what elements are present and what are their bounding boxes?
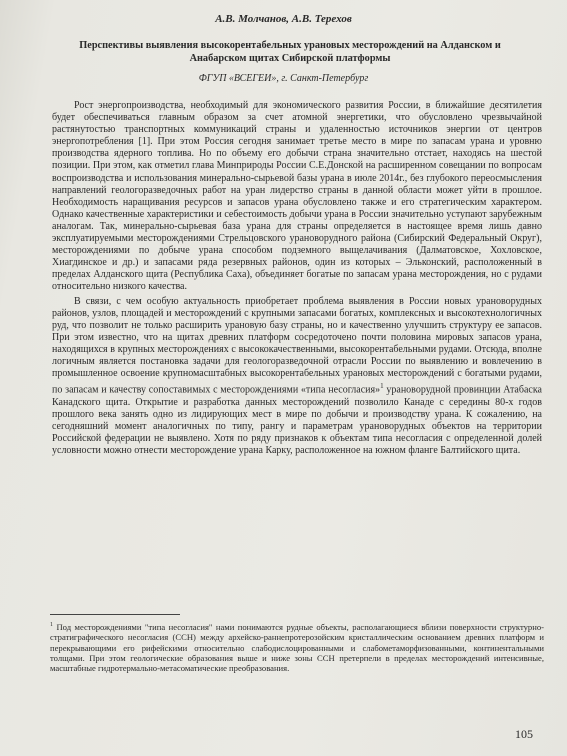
footnote-divider [50,614,180,615]
authors: А.В. Молчанов, А.В. Терехов [215,13,352,25]
paragraph-1: Рост энергопроизводства, необходимый для экономического развития России, в ближайшие десятилетия будет обеспечиваться главным образом за счет атомной энергетики, что обусловлено чрезвычайной растянутостью транспортных коммуникаций страны и удаленностью источников энергии от центров энергопотребления [1]. При этом Россия сегодня занимает третье место в мире по запасам урана и уровню производства ядерного топлива. Но по объему его добычи страна значительно отстает, находясь на шестой позиции. При этом, как отметил глава Минприроды России С.Е.Донской на расширенном совещании по вопросам воспроизводства и использования минерально-сырьевой базы урана в июле 2014г., без глубокого переосмысления направлений геологоразведочных работ на уран лидерство страны в данной области может уйти в прошлое. Необходимость наращивания ресурсов и запасов урана обусловлено также и его стратегическим характером. Однако качественные характеристики и себестоимость добычи урана в России значительно уступают зарубежным аналогам. Так, минерально-сырьевая база урана для страны определяется в настоящее время лишь давно эксплуатируемыми месторождениями Стрельцовского урановорудного района (Сибирский Федеральный Округ), месторождениями по добыче урана способом подземного выщелачивания (Далматовское, Хохловское, Хиагдинское и др.) и запасами ряда резервных районов, один из которых – Эльконский, расположенный в пределах Алданского щита (Республика Саха), объединяет богатые по запасам урана месторождения, но с рудами относительно низкого качества. [52,100,542,293]
footnote [50,620,544,674]
paragraph-2-part-1: В связи, с чем особую актуальность приобретает проблема выявления в России новых урановорудных районов, узлов, площадей и месторождений с крупными запасами богатых, комплексных и высокотехнологичных руд, что позволит не только расширить урановую базу страны, но и качественно улучшить структуру ее запасов. При этом известно, что на щитах древних платформ сосредоточено почти половина мировых запасов урана, находящихся в крупных месторождениях с высококачественными, высокорентабельными рудами. Отсюда, вполне логичным является постановка задачи для геологоразведочной отрасли России по выявлению и вовлечению в промышленное освоение крупномасштабных высокорентабельных урановых месторождений с богатыми рудами, по запасам и качеству сопоставимых с месторождениями «типа несогласия» [52,295,542,396]
article-title: Перспективы выявления высокорентабельных урановых месторождений на Алданском и Анабарском щитах Сибирской платформы [79,40,501,64]
footnote-mark: 1 [50,622,53,628]
page-number: 105 [515,727,533,741]
footnote-reference: 1 [380,382,384,391]
footnote-text: Под месторождениями "типа несогласия" нами понимаются рудные объекты, располагающиеся вблизи поверхности структурно-стратиграфического несогласия (ССН) между архейско-раннепротерозойским кристаллическим основанием древних платформ и перекрывающими его рифейскими относительно слабодислоцированными и слабометаморфизованными, континентальными толщами. При этом геологические образования выше и ниже зоны ССН претерпели в пределах месторождений интенсивные, масштабные гидротермально-метасоматические преобразования. [50,621,544,674]
paragraph-2 [52,296,542,458]
paragraph-2-part-2: урановорудной провинции Атабаска Канадского щита. Открытие и разработка данных месторождений позволило Канаде с середины 80-х годов прошлого века занять одно из лидирующих мест в мире по добычи и производству урана. К сожалению, на сегодняшний момент аналогичных по типу, рангу и параметрам урановорудных объектов на территории Российской федерации не выявлено. Хотя по ряду признаков к объектам типа несогласия с определенной долей условности можно отнести месторождение урана Карку, расположенное на южном фланге Балтийского щита. [52,384,542,456]
article-body [52,100,542,457]
affiliation: ФГУП «ВСЕГЕИ», г. Санкт-Петербург [198,73,369,84]
